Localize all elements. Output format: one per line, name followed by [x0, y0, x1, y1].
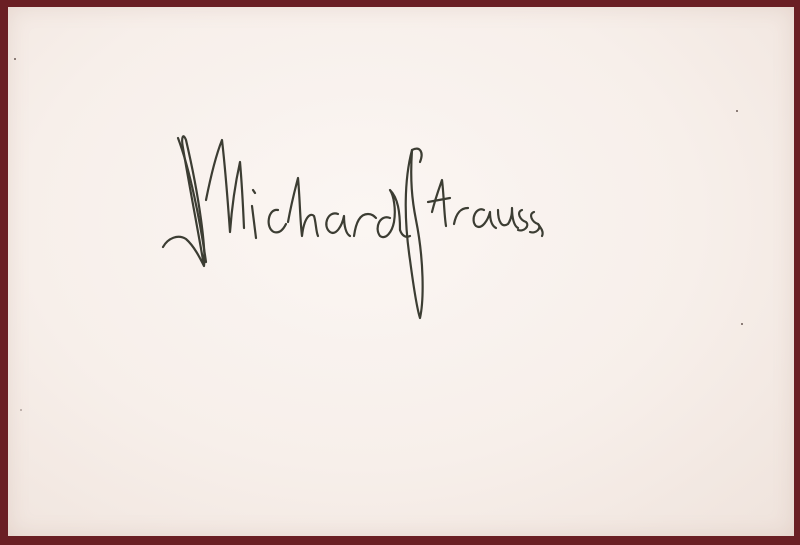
- signature-strokes: [163, 136, 543, 318]
- handwritten-signature: [8, 7, 794, 536]
- autograph-card: [8, 7, 794, 536]
